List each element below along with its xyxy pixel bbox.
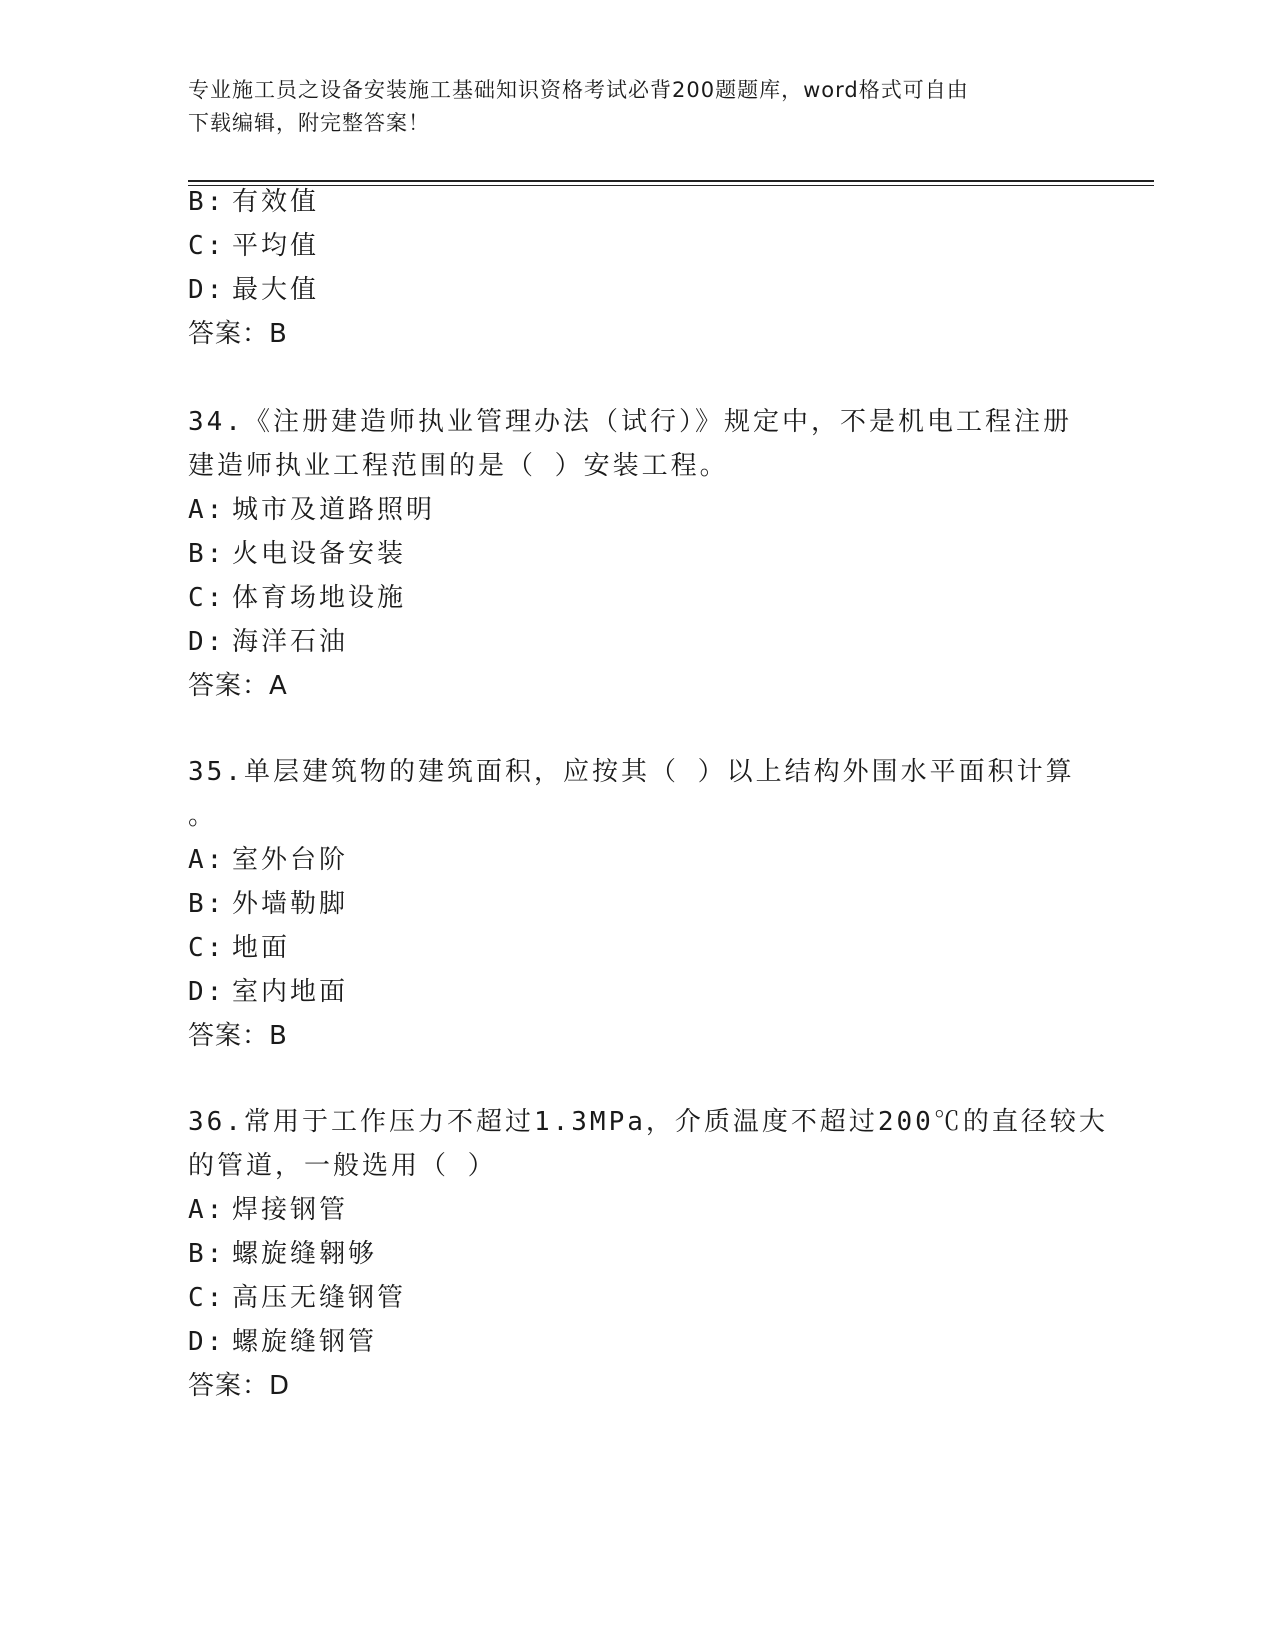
option-text: 平均值: [232, 231, 320, 261]
option-label: B:: [188, 187, 226, 217]
option-label: C:: [188, 583, 226, 613]
option-text: 高压无缝钢管: [232, 1283, 407, 1313]
option-text: 城市及道路照明: [232, 495, 436, 525]
q34-stem-line-2: 建造师执业工程范围的是（ ）安装工程。: [188, 451, 729, 481]
q33-option-b: [188, 185, 319, 219]
option-text: 焊接钢管: [232, 1195, 349, 1225]
q36-option-b: [188, 1237, 377, 1271]
option-label: A:: [188, 1195, 226, 1225]
option-label: B:: [188, 889, 226, 919]
header-divider-thin: [188, 185, 1154, 186]
q34-option-b: [188, 537, 406, 571]
q34-option-c: [188, 581, 406, 615]
option-text: 海洋石油: [232, 627, 349, 657]
q35-option-c: [188, 931, 290, 965]
header-line-2: 下载编辑，附完整答案！: [188, 111, 430, 135]
q33-option-d: [188, 273, 319, 307]
option-label: D:: [188, 1327, 226, 1357]
option-label: D:: [188, 977, 226, 1007]
option-text: 最大值: [232, 275, 320, 305]
option-label: B:: [188, 539, 226, 569]
q35-stem-line-2: 。: [188, 801, 218, 831]
q35-answer: 答案：B: [188, 1021, 288, 1051]
q36-stem-line-2: 的管道，一般选用（ ）: [188, 1151, 497, 1181]
q35-stem-line-1: 35.单层建筑物的建筑面积，应按其（ ）以上结构外围水平面积计算: [188, 757, 1075, 787]
q34-answer: 答案：A: [188, 671, 288, 701]
option-label: C:: [188, 231, 226, 261]
q34-stem-line-1: 34.《注册建造师执业管理办法（试行）》规定中，不是机电工程注册: [188, 407, 1072, 437]
header-line-1: 专业施工员之设备安装施工基础知识资格考试必背200题题库，word格式可自由: [188, 78, 969, 102]
option-text: 室外台阶: [232, 845, 349, 875]
option-label: C:: [188, 1283, 226, 1313]
q36-answer: 答案：D: [188, 1371, 291, 1401]
q36-option-d: [188, 1325, 377, 1359]
q35-option-a: [188, 843, 348, 877]
q36-option-a: [188, 1193, 348, 1227]
option-label: A:: [188, 495, 226, 525]
q34-option-a: [188, 493, 435, 527]
option-text: 火电设备安装: [232, 539, 407, 569]
document-header: [188, 74, 1068, 140]
option-text: 体育场地设施: [232, 583, 407, 613]
option-text: 地面: [232, 933, 291, 963]
q35-option-b: [188, 887, 348, 921]
option-label: A:: [188, 845, 226, 875]
q34-option-d: [188, 625, 348, 659]
q35-option-d: [188, 975, 348, 1009]
option-text: 室内地面: [232, 977, 349, 1007]
option-text: 有效值: [232, 187, 320, 217]
option-label: B:: [188, 1239, 226, 1269]
option-text: 螺旋缝钢管: [232, 1327, 378, 1357]
option-text: 外墙勒脚: [232, 889, 349, 919]
header-divider-thick: [188, 180, 1154, 182]
option-text: 螺旋缝翱够: [232, 1239, 378, 1269]
q33-option-c: [188, 229, 319, 263]
option-label: C:: [188, 933, 226, 963]
option-label: D:: [188, 627, 226, 657]
q36-option-c: [188, 1281, 406, 1315]
option-label: D:: [188, 275, 226, 305]
q33-answer: 答案：B: [188, 319, 288, 349]
q36-stem-line-1: 36.常用于工作压力不超过1.3MPa，介质温度不超过200℃的直径较大: [188, 1107, 1108, 1137]
